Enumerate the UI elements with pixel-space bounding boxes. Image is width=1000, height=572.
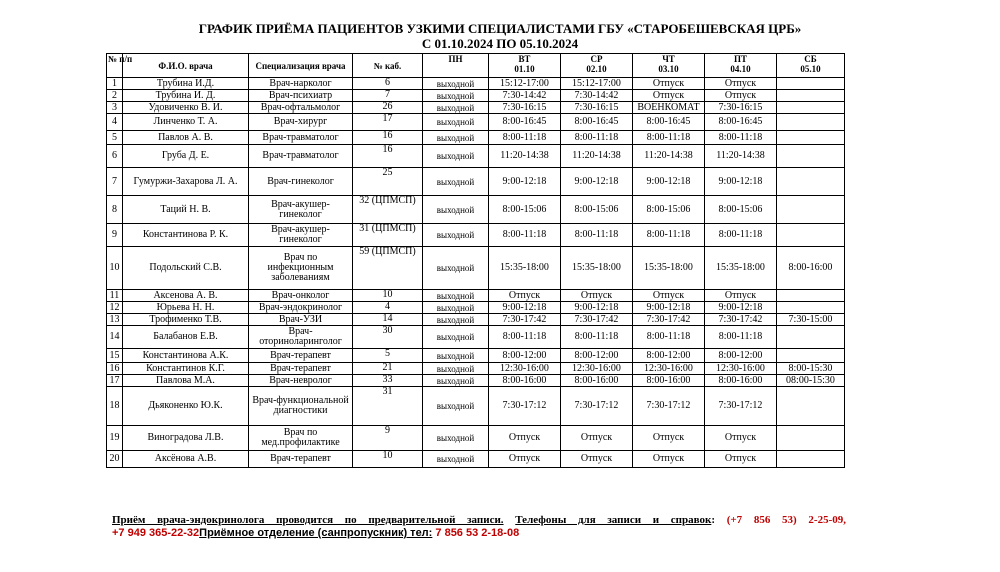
doctor-name: Константинов К.Г. [123, 363, 249, 375]
schedule-cell: Отпуск [561, 290, 633, 302]
schedule-cell: 7:30-17:42 [489, 314, 561, 326]
footer-colon: : [711, 514, 716, 526]
table-row [107, 78, 845, 90]
schedule-cell: Отпуск [633, 426, 705, 451]
room-number: 25 [353, 168, 423, 196]
room-number: 14 [353, 314, 423, 326]
header-room: № каб. [353, 54, 423, 78]
schedule-cell: выходной [423, 290, 489, 302]
table-row [107, 349, 845, 363]
schedule-cell: 8:00-11:18 [633, 224, 705, 247]
doctor-name: Константинова А.К. [123, 349, 249, 363]
table-row [107, 290, 845, 302]
header-day-date: 03.10 [658, 64, 679, 74]
schedule-cell: 8:00-11:18 [705, 224, 777, 247]
room-number: 6 [353, 78, 423, 90]
schedule-cell: 8:00-11:18 [489, 326, 561, 349]
header-num: № п/п [107, 54, 123, 78]
table-row [107, 102, 845, 114]
doctor-specialization: Врач-травматолог [249, 145, 353, 168]
schedule-cell: 8:00-12:00 [561, 349, 633, 363]
row-number: 8 [107, 196, 123, 224]
doctor-name: Балабанов Е.В. [123, 326, 249, 349]
schedule-cell: 9:00-12:18 [705, 302, 777, 314]
schedule-cell: 8:00-12:00 [489, 349, 561, 363]
schedule-cell: 9:00-12:18 [489, 168, 561, 196]
header-day-date: 05.10 [800, 64, 821, 74]
schedule-cell: 7:30-17:12 [561, 387, 633, 426]
header-day-2 [561, 54, 633, 78]
schedule-cell: выходной [423, 314, 489, 326]
schedule-cell: 7:30-17:12 [489, 387, 561, 426]
table-row [107, 224, 845, 247]
schedule-cell: выходной [423, 168, 489, 196]
schedule-cell: выходной [423, 451, 489, 468]
schedule-cell: Отпуск [633, 78, 705, 90]
schedule-cell: 15:35-18:00 [633, 247, 705, 290]
header-day-1 [489, 54, 561, 78]
schedule-cell: Отпуск [489, 290, 561, 302]
schedule-cell: 8:00-11:18 [489, 224, 561, 247]
doctor-specialization: Врач-эндокринолог [249, 302, 353, 314]
schedule-cell: 7:30-17:12 [633, 387, 705, 426]
header-day-4 [705, 54, 777, 78]
schedule-cell: 7:30-17:42 [561, 314, 633, 326]
doctor-specialization: Врач-акушер-гинеколог [249, 196, 353, 224]
schedule-cell: выходной [423, 90, 489, 102]
schedule-cell: 7:30-14:42 [489, 90, 561, 102]
schedule-cell: 9:00-12:18 [633, 302, 705, 314]
row-number: 1 [107, 78, 123, 90]
header-day-name: СР [590, 54, 603, 64]
schedule-cell [777, 224, 845, 247]
room-number: 21 [353, 363, 423, 375]
schedule-cell: 7:30-17:12 [705, 387, 777, 426]
schedule-cell: Отпуск [705, 426, 777, 451]
table-row [107, 451, 845, 468]
schedule-cell: 8:00-11:18 [633, 131, 705, 145]
doctor-name: Константинова Р. К. [123, 224, 249, 247]
doctor-specialization: Врач-УЗИ [249, 314, 353, 326]
schedule-cell: Отпуск [705, 78, 777, 90]
footer-phone-1: (+7 856 53) 2-25-09, [726, 514, 846, 526]
doctor-specialization: Врач-гинеколог [249, 168, 353, 196]
row-number: 6 [107, 145, 123, 168]
doctor-specialization: Врач-онколог [249, 290, 353, 302]
schedule-cell: 8:00-11:18 [705, 326, 777, 349]
schedule-cell: 8:00-11:18 [561, 224, 633, 247]
schedule-cell: Отпуск [705, 451, 777, 468]
schedule-cell: 8:00-12:00 [633, 349, 705, 363]
doctor-specialization: Врач-невролог [249, 375, 353, 387]
row-number: 14 [107, 326, 123, 349]
schedule-cell: 12:30-16:00 [489, 363, 561, 375]
schedule-cell: 7:30-15:00 [777, 314, 845, 326]
doctor-specialization: Врач-травматолог [249, 131, 353, 145]
schedule-cell: 8:00-16:00 [777, 247, 845, 290]
footer-phone-3: 7 856 53 2-18-08 [432, 527, 520, 539]
schedule-cell: выходной [423, 426, 489, 451]
schedule-cell: 9:00-12:18 [489, 302, 561, 314]
header-day-3 [633, 54, 705, 78]
table-row [107, 363, 845, 375]
table-row [107, 131, 845, 145]
schedule-cell: Отпуск [633, 451, 705, 468]
room-number: 26 [353, 102, 423, 114]
room-number: 10 [353, 451, 423, 468]
header-day-name: ПН [448, 54, 463, 64]
schedule-cell: Отпуск [489, 426, 561, 451]
row-number: 17 [107, 375, 123, 387]
doctor-name: Таций Н. В. [123, 196, 249, 224]
schedule-cell: Отпуск [705, 290, 777, 302]
schedule-cell [777, 426, 845, 451]
schedule-cell: 8:00-15:06 [489, 196, 561, 224]
schedule-cell [777, 90, 845, 102]
schedule-cell: Отпуск [561, 426, 633, 451]
header-day-name: ПТ [733, 54, 747, 64]
room-number: 32 (ЦПМСП) [353, 196, 423, 224]
row-number: 20 [107, 451, 123, 468]
header-day-5 [777, 54, 845, 78]
schedule-table [106, 53, 845, 468]
schedule-cell: Отпуск [633, 290, 705, 302]
room-number: 33 [353, 375, 423, 387]
table-row [107, 196, 845, 224]
doctor-name: Виноградова Л.В. [123, 426, 249, 451]
schedule-cell: 15:35-18:00 [705, 247, 777, 290]
schedule-cell: 7:30-16:15 [489, 102, 561, 114]
schedule-cell: выходной [423, 224, 489, 247]
header-day-date: 04.10 [730, 64, 751, 74]
schedule-cell: 7:30-17:42 [705, 314, 777, 326]
row-number: 18 [107, 387, 123, 426]
table-row [107, 314, 845, 326]
header-day-name: СБ [804, 54, 817, 64]
doctor-specialization: Врач-нарколог [249, 78, 353, 90]
doctor-specialization: Врач-терапевт [249, 363, 353, 375]
schedule-cell: выходной [423, 145, 489, 168]
schedule-cell: 8:00-15:30 [777, 363, 845, 375]
row-number: 13 [107, 314, 123, 326]
schedule-cell: 8:00-12:00 [705, 349, 777, 363]
table-row [107, 426, 845, 451]
doctor-specialization: Врач-психиатр [249, 90, 353, 102]
doctor-specialization: Врач-оториноларинголог [249, 326, 353, 349]
room-number: 59 (ЦПМСП) [353, 247, 423, 290]
schedule-cell [777, 326, 845, 349]
header-row [107, 54, 845, 78]
schedule-cell: 8:00-16:00 [489, 375, 561, 387]
row-number: 12 [107, 302, 123, 314]
schedule-cell: 7:30-16:15 [705, 102, 777, 114]
schedule-cell [777, 168, 845, 196]
row-number: 3 [107, 102, 123, 114]
doctor-specialization: Врач-акушер-гинеколог [249, 224, 353, 247]
schedule-cell: выходной [423, 114, 489, 131]
schedule-body [107, 78, 845, 468]
schedule-cell: 11:20-14:38 [489, 145, 561, 168]
header-day-date: 01.10 [514, 64, 535, 74]
schedule-cell: выходной [423, 131, 489, 145]
table-row [107, 168, 845, 196]
schedule-cell: 8:00-11:18 [561, 326, 633, 349]
schedule-cell: выходной [423, 302, 489, 314]
doctor-name: Гумуржи-Захарова Л. А. [123, 168, 249, 196]
schedule-cell: 11:20-14:38 [705, 145, 777, 168]
schedule-cell: 9:00-12:18 [705, 168, 777, 196]
schedule-cell: ВОЕНКОМАТ [633, 102, 705, 114]
doctor-name: Удовиченко В. И. [123, 102, 249, 114]
schedule-cell: 7:30-14:42 [561, 90, 633, 102]
schedule-cell: 7:30-16:15 [561, 102, 633, 114]
row-number: 19 [107, 426, 123, 451]
schedule-cell: выходной [423, 247, 489, 290]
schedule-cell: 8:00-11:18 [705, 131, 777, 145]
schedule-cell [777, 451, 845, 468]
schedule-cell: 11:20-14:38 [561, 145, 633, 168]
doctor-specialization: Врач-терапевт [249, 349, 353, 363]
doctor-specialization: Врач-терапевт [249, 451, 353, 468]
room-number: 16 [353, 145, 423, 168]
footer-reception-label: Приёмное отделение (санпропускник) тел: [199, 527, 433, 539]
schedule-cell: 08:00-15:30 [777, 375, 845, 387]
header-name: Ф.И.О. врача [123, 54, 249, 78]
header-day-name: ВТ [518, 54, 531, 64]
row-number: 11 [107, 290, 123, 302]
schedule-cell: выходной [423, 363, 489, 375]
doctor-specialization: Врач по инфекционным заболеваниям [249, 247, 353, 290]
doctor-name: Линченко Т. А. [123, 114, 249, 131]
doctor-name: Аксенова А. В. [123, 290, 249, 302]
doctor-specialization: Врач-функциональной диагностики [249, 387, 353, 426]
room-number: 4 [353, 302, 423, 314]
schedule-cell: 9:00-12:18 [633, 168, 705, 196]
schedule-cell: выходной [423, 196, 489, 224]
schedule-cell: 11:20-14:38 [633, 145, 705, 168]
room-number: 10 [353, 290, 423, 302]
schedule-cell: 12:30-16:00 [705, 363, 777, 375]
schedule-cell [777, 349, 845, 363]
row-number: 15 [107, 349, 123, 363]
room-number: 31 (ЦПМСП) [353, 224, 423, 247]
schedule-cell: 8:00-16:00 [705, 375, 777, 387]
room-number: 16 [353, 131, 423, 145]
schedule-cell [777, 387, 845, 426]
doctor-name: Трубина И. Д. [123, 90, 249, 102]
footer-line-2 [112, 527, 519, 539]
doctor-name: Подольский С.В. [123, 247, 249, 290]
doctor-name: Дьяконенко Ю.К. [123, 387, 249, 426]
footer-line-1 [112, 514, 846, 526]
schedule-cell: 15:12-17:00 [561, 78, 633, 90]
schedule-cell: 12:30-16:00 [561, 363, 633, 375]
footer-phone-2: +7 949 365-22-32 [112, 527, 200, 539]
doctor-name: Павлова М.А. [123, 375, 249, 387]
table-row [107, 90, 845, 102]
schedule-title: ГРАФИК ПРИЁМА ПАЦИЕНТОВ УЗКИМИ СПЕЦИАЛИСТАМИ ГБУ «СТАРОБЕШЕВСКАЯ ЦРБ» [198, 21, 802, 36]
doctor-specialization: Врач-офтальмолог [249, 102, 353, 114]
schedule-cell: 12:30-16:00 [633, 363, 705, 375]
schedule-cell: выходной [423, 78, 489, 90]
schedule-cell: выходной [423, 387, 489, 426]
footer-endocrinologist-note: Приём врача-эндокринолога проводится по предварительной записи. [112, 514, 504, 526]
room-number: 31 [353, 387, 423, 426]
schedule-cell: Отпуск [561, 451, 633, 468]
doctor-name: Павлов А. В. [123, 131, 249, 145]
schedule-cell: 8:00-16:45 [489, 114, 561, 131]
schedule-cell [777, 145, 845, 168]
table-row [107, 387, 845, 426]
schedule-cell: Отпуск [489, 451, 561, 468]
row-number: 5 [107, 131, 123, 145]
row-number: 4 [107, 114, 123, 131]
table-row [107, 326, 845, 349]
doctor-name: Трубина И.Д. [123, 78, 249, 90]
table-row [107, 247, 845, 290]
room-number: 17 [353, 114, 423, 131]
schedule-cell: 8:00-16:45 [705, 114, 777, 131]
row-number: 2 [107, 90, 123, 102]
row-number: 10 [107, 247, 123, 290]
schedule-cell: 8:00-16:00 [633, 375, 705, 387]
header-day-date: 02.10 [586, 64, 607, 74]
schedule-cell: 8:00-11:18 [561, 131, 633, 145]
schedule-period: С 01.10.2024 ПО 05.10.2024 [421, 36, 579, 51]
schedule-cell: 8:00-15:06 [633, 196, 705, 224]
row-number: 16 [107, 363, 123, 375]
header-spec: Специализация врача [249, 54, 353, 78]
doctor-name: Груба Д. Е. [123, 145, 249, 168]
schedule-cell: выходной [423, 349, 489, 363]
room-number: 7 [353, 90, 423, 102]
room-number: 5 [353, 349, 423, 363]
schedule-cell: Отпуск [633, 90, 705, 102]
header-day-0 [423, 54, 489, 78]
row-number: 7 [107, 168, 123, 196]
schedule-cell: 8:00-16:00 [561, 375, 633, 387]
doctor-specialization: Врач-хирург [249, 114, 353, 131]
schedule-cell: 8:00-11:18 [489, 131, 561, 145]
schedule-cell: 9:00-12:18 [561, 168, 633, 196]
schedule-cell: выходной [423, 375, 489, 387]
schedule-cell: 8:00-16:45 [561, 114, 633, 131]
schedule-cell: 8:00-11:18 [633, 326, 705, 349]
schedule-cell: 15:35-18:00 [489, 247, 561, 290]
table-row [107, 302, 845, 314]
schedule-cell: Отпуск [705, 90, 777, 102]
schedule-cell [777, 302, 845, 314]
schedule-cell: 7:30-17:42 [633, 314, 705, 326]
schedule-cell [777, 102, 845, 114]
schedule-cell: выходной [423, 102, 489, 114]
schedule-cell [777, 78, 845, 90]
schedule-cell: 15:35-18:00 [561, 247, 633, 290]
doctor-specialization: Врач по мед.профилактике [249, 426, 353, 451]
table-row [107, 114, 845, 131]
schedule-cell [777, 290, 845, 302]
schedule-cell [777, 196, 845, 224]
schedule-cell: 9:00-12:18 [561, 302, 633, 314]
room-number: 9 [353, 426, 423, 451]
doctor-name: Трофименко Т.В. [123, 314, 249, 326]
schedule-cell [777, 114, 845, 131]
row-number: 9 [107, 224, 123, 247]
table-row [107, 375, 845, 387]
schedule-cell: 15:12-17:00 [489, 78, 561, 90]
room-number: 30 [353, 326, 423, 349]
doctor-name: Юрьева Н. Н. [123, 302, 249, 314]
schedule-cell [777, 131, 845, 145]
schedule-cell: выходной [423, 326, 489, 349]
header-day-name: ЧТ [662, 54, 675, 64]
doctor-name: Аксёнова А.В. [123, 451, 249, 468]
schedule-cell: 8:00-16:45 [633, 114, 705, 131]
footer-phones-label: Телефоны для записи и справок [515, 514, 712, 526]
schedule-cell: 8:00-15:06 [705, 196, 777, 224]
table-row [107, 145, 845, 168]
schedule-cell: 8:00-15:06 [561, 196, 633, 224]
